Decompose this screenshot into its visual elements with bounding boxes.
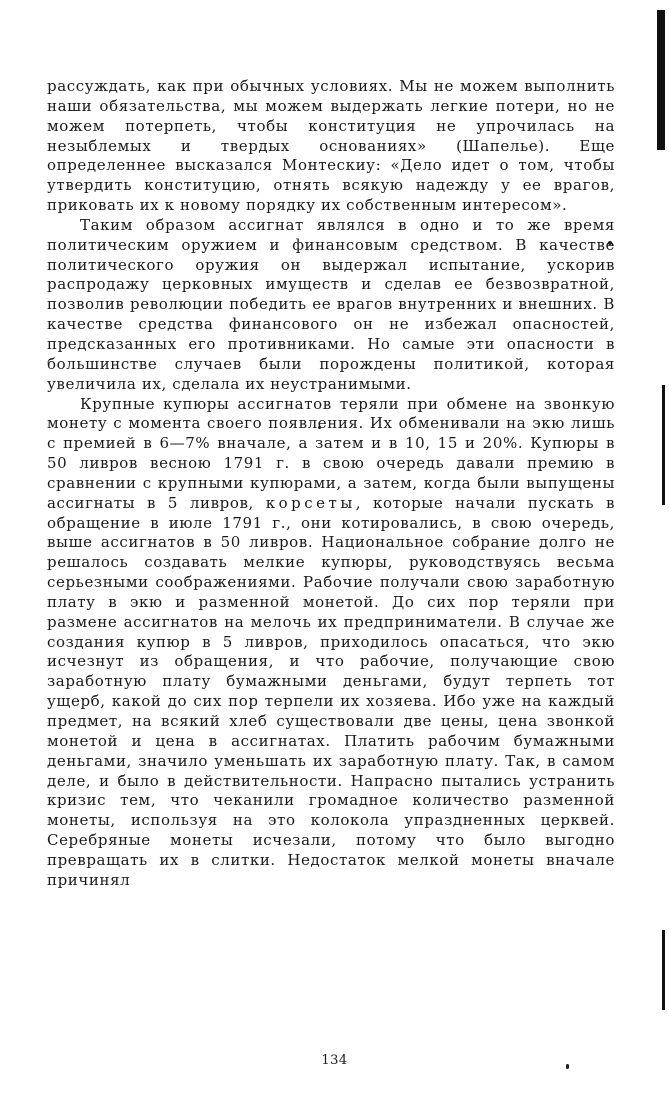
- binding-shadow-top: [657, 10, 665, 150]
- paragraph-assignat-role: Таким образом ассигнат являлся в одно и то же время политическим оружием и финансовым средством. В качестве политического оружия он выдержал испытание, ускорив распродажу церковных имуществ и сделав ее безвозвратной, позволив революции победить ее врагов внутренних и внешних. В качестве средства финансового он не избежал опасностей, предсказанных его противниками. Но самые эти опасности в большинстве случаев были порождены политикой, которая увеличила их, сделала их неустранимыми.: [47, 215, 615, 393]
- paragraph-text-part: Крупные купюры ассигнатов теряли при обмене на звонкую монету с момента своего появления. Их обменивали на экю лишь с премией в 6—7% вначале, а затем и в 10, 15 и 20%. Купюры в 50 ливров весною 1791 г. в свою очередь давали премию в сравнении с крупными купюрами, а затем, когда были выпущены ассигнаты в 5 ливров,: [47, 394, 615, 512]
- body-text: [47, 77, 615, 891]
- binding-shadow-bottom: [662, 930, 665, 1010]
- paragraph-continuation: рассуждать, как при обычных условиях. Мы не можем выполнить наши обязательства, мы можем выдержать легкие потери, но не можем потерпеть, чтобы конституция не упрочилась на незыблемых и твердых основаниях» (Шапелье). Еще определеннее высказался Монтескиу: «Дело идет о том, чтобы утвердить конституцию, отнять всякую надежду у ее врагов, приковать их к новому порядку их собственным интересом».: [47, 77, 615, 215]
- binding-shadow-middle: [662, 385, 665, 505]
- emphasized-term: корсеты: [265, 493, 356, 512]
- page-number: 134: [321, 1053, 348, 1068]
- paragraph-text-part: , которые начали пускать в обращение в июле 1791 г., они котировались, в свою очередь, выше ассигнатов в 50 ливров. Национальное собрание долго не решалось создавать мелкие купюры, руководствуясь весьма серьезными соображениями. Рабочие получали свою заработную плату в экю и разменной монетой. До сих пор теряли при размене ассигнатов на мелочь их предприниматели. В случае же создания купюр в 5 ливров, приходилось опасаться, что экю исчезнут из обращения, и что рабочие, получающие свою заработную плату бумажными деньгами, будут терпеть тот ущерб, какой до сих пор терпели их хозяева. Ибо уже на каждый предмет, на всякий хлеб существовали две цены, цена звонкой монетой и цена в ассигнатах. Платить рабочим бумажными деньгами, значило уменьшать их заработную плату. Так, в самом деле, и было в действительности. Напрасно пытались устранить кризис тем, что чеканили громадное количество разменной монеты, используя на это колокола упраздненных церквей. Серебряные монеты исчезали, потому что было выгодно превращать их в слитки. Недостаток мелкой монеты вначале причинял: [47, 493, 616, 889]
- paragraph-large-notes: [47, 395, 615, 891]
